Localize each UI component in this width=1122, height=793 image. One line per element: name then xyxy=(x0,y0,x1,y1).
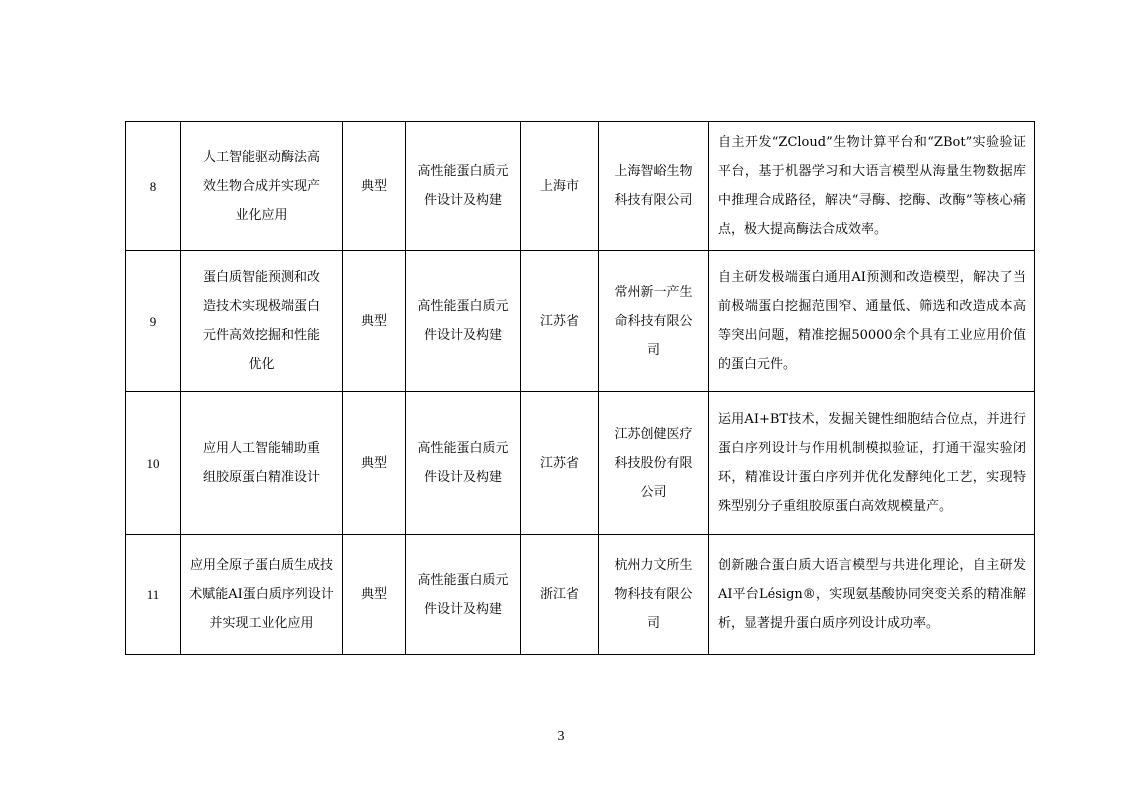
region: 上海市 xyxy=(521,122,599,251)
table-row xyxy=(126,251,1035,392)
cases-table xyxy=(125,121,1035,655)
application-direction: 高性能蛋白质元件设计及构建 xyxy=(406,251,521,392)
company: 常州新一产生命科技有限公司 xyxy=(599,251,709,392)
project-title: 人工智能驱动酶法高效生物合成并实现产业化应用 xyxy=(181,122,343,251)
project-type: 典型 xyxy=(343,535,406,655)
table-row xyxy=(126,122,1035,251)
application-direction: 高性能蛋白质元件设计及构建 xyxy=(406,122,521,251)
table-row xyxy=(126,535,1035,655)
description: 自主开发“ZCloud”生物计算平台和“ZBot”实验验证平台，基于机器学习和大语言模型从海量生物数据库中推理合成路径，解决“寻酶、挖酶、改酶”等核心痛点，极大提高酶法合成效率。 xyxy=(709,122,1035,251)
row-number: 10 xyxy=(126,392,181,535)
table-row xyxy=(126,392,1035,535)
company: 杭州力文所生物科技有限公司 xyxy=(599,535,709,655)
page-number: 3 xyxy=(557,729,565,744)
row-number: 11 xyxy=(126,535,181,655)
project-title: 应用人工智能辅助重组胶原蛋白精准设计 xyxy=(181,392,343,535)
description: 自主研发极端蛋白通用AI预测和改造模型，解决了当前极端蛋白挖掘范围窄、通量低、筛选和改造成本高等突出问题，精准挖掘50000余个具有工业应用价值的蛋白元件。 xyxy=(709,251,1035,392)
company: 上海智峪生物科技有限公司 xyxy=(599,122,709,251)
project-type: 典型 xyxy=(343,122,406,251)
project-title: 应用全原子蛋白质生成技术赋能AI蛋白质序列设计并实现工业化应用 xyxy=(181,535,343,655)
project-type: 典型 xyxy=(343,251,406,392)
region: 江苏省 xyxy=(521,251,599,392)
application-direction: 高性能蛋白质元件设计及构建 xyxy=(406,535,521,655)
description: 运用AI+BT技术，发掘关键性细胞结合位点，并进行蛋白序列设计与作用机制模拟验证，打通干湿实验闭环，精准设计蛋白序列并优化发酵纯化工艺，实现特殊型别分子重组胶原蛋白高效规模量产。 xyxy=(709,392,1035,535)
region: 江苏省 xyxy=(521,392,599,535)
row-number: 9 xyxy=(126,251,181,392)
project-type: 典型 xyxy=(343,392,406,535)
region: 浙江省 xyxy=(521,535,599,655)
application-direction: 高性能蛋白质元件设计及构建 xyxy=(406,392,521,535)
row-number: 8 xyxy=(126,122,181,251)
project-title: 蛋白质智能预测和改造技术实现极端蛋白元件高效挖掘和性能优化 xyxy=(181,251,343,392)
description: 创新融合蛋白质大语言模型与共进化理论，自主研发AI平台Lésign®，实现氨基酸协同突变关系的精准解析，显著提升蛋白质序列设计成功率。 xyxy=(709,535,1035,655)
company: 江苏创健医疗科技股份有限公司 xyxy=(599,392,709,535)
